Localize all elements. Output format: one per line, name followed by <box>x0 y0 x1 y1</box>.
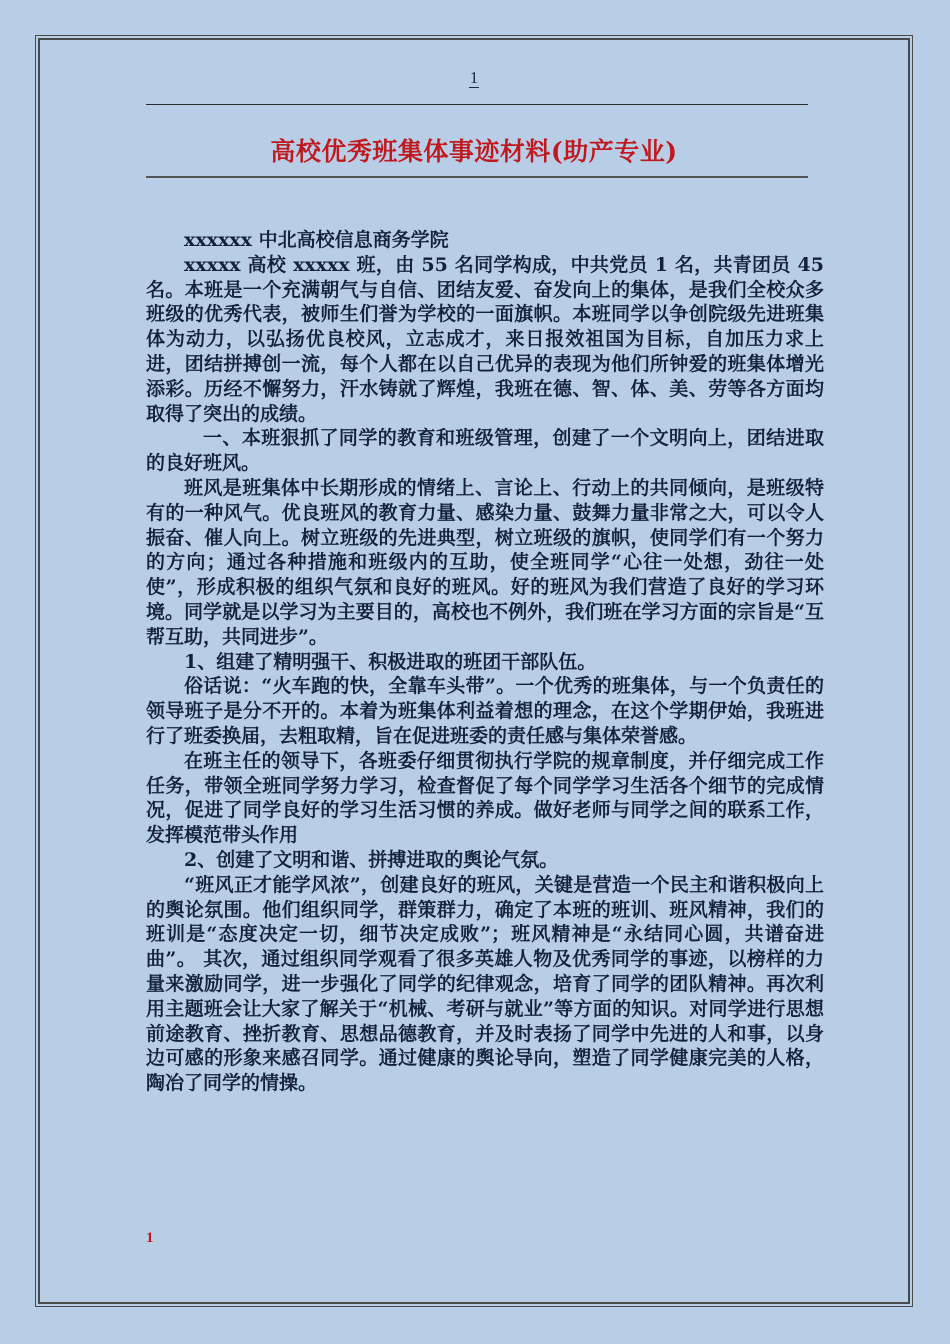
document-body <box>146 228 824 1096</box>
document-title: 高校优秀班集体事迹材料(助产专业) <box>270 137 678 166</box>
footer-page-number: 1 <box>146 1230 154 1246</box>
subheading-2: 2、创建了文明和谐、拼搏进取的舆论气氛。 <box>184 848 559 871</box>
subheading-1: 1、组建了精明强干、积极进取的班团干部队伍。 <box>184 650 597 673</box>
paragraph-class-spirit: 班风是班集体中长期形成的情绪上、言论上、行动上的共同倾向，是班级特有的一种风气。优良班风的教育力量、感染力量、鼓舞力量非常之大，可以令人振奋、催人向上。树立班级的先进典型，树立班级的旗帜，使同学们有一个努力的方向；通过各种措施和班级内的互助，使全班同学“心往一处想，劲往一处使”，形成积极的组织气氛和良好的班风。好的班风为我们营造了良好的学习环境。同学就是以学习为主要目的，高校也不例外，我们班在学习方面的宗旨是“互帮互助，共同进步”。 <box>146 476 824 648</box>
header-page-number: 1 <box>469 68 479 87</box>
header-rule <box>146 104 808 105</box>
paragraph-institution: xxxxxx 中北高校信息商务学院 <box>184 229 449 251</box>
paragraph-committee: 在班主任的领导下，各班委仔细贯彻执行学院的规章制度，并仔细完成工作任务，带领全班同学努力学习，检查督促了每个同学学习生活各个细节的完成情况，促进了同学良好的学习生活习惯的养成。做好老师与同学之间的联系工作，发挥模范带头作用 <box>146 749 824 847</box>
section-heading-1: 一、本班狠抓了同学的教育和班级管理，创建了一个文明向上，团结进取的良好班风。 <box>146 427 824 475</box>
paragraph-atmosphere: “班风正才能学风浓”，创建良好的班风，关键是营造一个民主和谐积极向上的舆论氛围。他们组织同学，群策群力，确定了本班的班训、班风精神，我们的班训是“态度决定一切，细节决定成败”；班风精神是“永结同心圆，共谱奋进曲”。 其次，通过组织同学观看了很多英雄人物及优秀同学的事迹，以榜样的力量来激励同学，进一步强化了同学的纪律观念，培育了同学的团队精神。再次利用主题班会让大家了解关于“机械、考研与就业”等方面的知识。对同学进行思想前途教育、挫折教育、思想品德教育，并及时表扬了同学中先进的人和事，以身边可感的形象来感召同学。通过健康的舆论导向，塑造了同学健康完美的人格，陶冶了同学的情操。 <box>146 873 824 1095</box>
paragraph-leadership: 俗话说：“火车跑的快，全靠车头带”。一个优秀的班集体，与一个负责任的领导班子是分不开的。本着为班集体利益着想的理念，在这个学期伊始，我班进行了班委换届，去粗取精，旨在促进班委的责任感与集体荣誉感。 <box>146 675 824 747</box>
document-page <box>38 38 910 1304</box>
title-rule <box>146 176 808 178</box>
paragraph-intro: xxxxx 高校 xxxxx 班，由 55 名同学构成，中共党员 1 名，共青团员 45 名。本班是一个充满朝气与自信、团结友爱、奋发向上的集体，是我们全校众多班级的优秀代表，被师生们誉为学校的一面旗帜。本班同学以争创院级先进班集体为动力，以弘扬优良校风，立志成才，来日报效祖国为目标，自加压力求上进，团结拼搏创一流，每个人都在以自己优异的表现为他们所钟爱的班集体增光添彩。历经不懈努力，汗水铸就了辉煌，我班在德、智、体、美、劳等各方面均取得了突出的成绩。 <box>146 253 824 425</box>
